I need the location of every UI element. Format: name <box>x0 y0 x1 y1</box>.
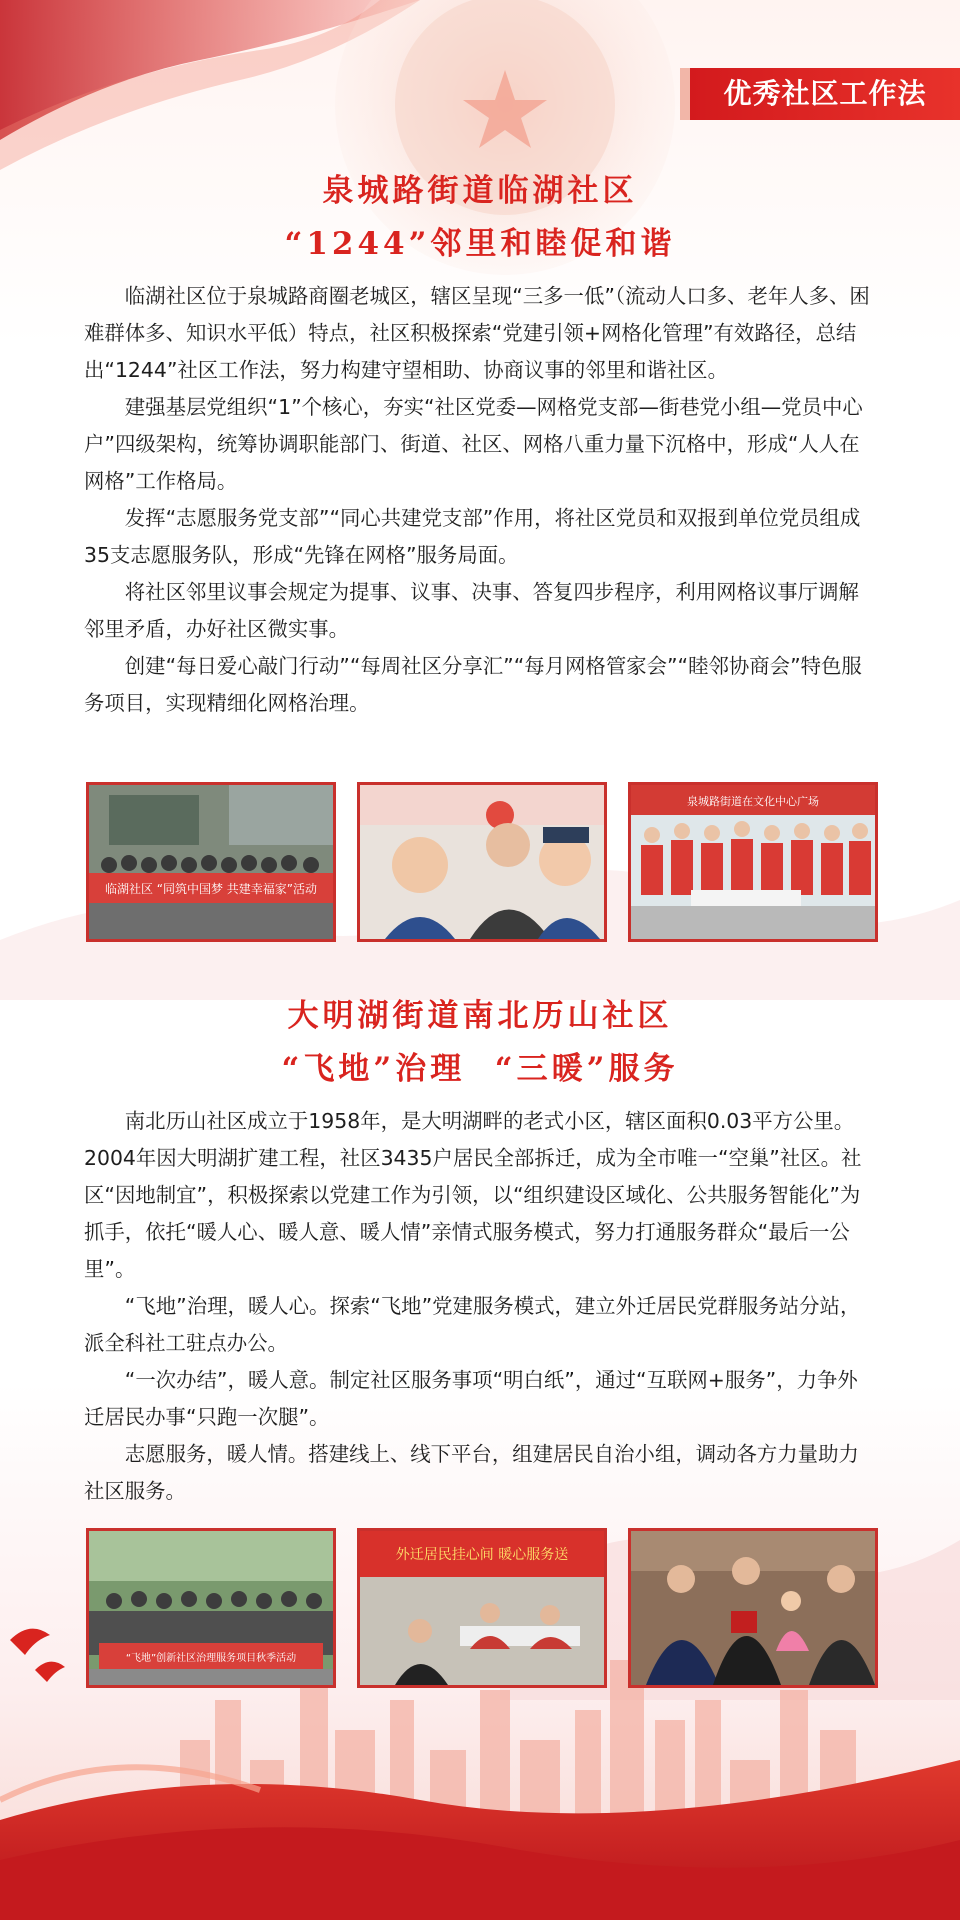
section2-paragraph: “一次办结”，暖人意。制定社区服务事项“明白纸”，通过“互联网+服务”，力争外迁居民办事“只跑一次腿”。 <box>84 1368 858 1429</box>
section1-paragraph: 建强基层党组织“1”个核心，夯实“社区党委—网格党支部—街巷党小组—党员中心户”四级架构，统筹协调职能部门、街道、社区、网格八重力量下沉格中，形成“人人在网格”工作格局。 <box>84 395 863 493</box>
section1-body <box>84 278 878 722</box>
section1-paragraph: 将社区邻里议事会规定为提事、议事、决事、答复四步程序，利用网格议事厅调解邻里矛盾，办好社区微实事。 <box>84 580 859 641</box>
category-tag: 优秀社区工作法 <box>690 68 960 120</box>
section1-paragraph: 发挥“志愿服务党支部”“同心共建党支部”作用，将社区党员和双报到单位党员组成35支志愿服务队，形成“先锋在网格”服务局面。 <box>84 506 861 567</box>
section2-paragraph: “飞地”治理，暖人心。探索“飞地”党建服务模式，建立外迁居民党群服务站分站，派全科社工驻点办公。 <box>84 1294 861 1355</box>
section2-paragraph: 南北历山社区成立于1958年，是大明湖畔的老式小区，辖区面积0.03平方公里。2004年因大明湖扩建工程，社区3435户居民全部拆迁，成为全市唯一“空巢”社区。社区“因地制宜”，积极探索以党建工作为引领，以“组织建设区域化、公共服务智能化”为抓手，依托“暖人心、暖人意、暖人情”亲情式服务模式，努力打通服务群众“最后一公里”。 <box>84 1109 862 1281</box>
section2-title-line2: “飞地”治理 “三暖”服务 <box>281 1051 679 1087</box>
section1-paragraph: 创建“每日爱心敲门行动”“每周社区分享汇”“每月网格管家会”“睦邻协商会”特色服务项目，实现精细化网格治理。 <box>84 654 862 715</box>
photo-banner-text: 临湖社区 “同筑中国梦 共建幸福家”活动 <box>104 882 318 896</box>
section1-photo-group-banner <box>86 782 336 942</box>
section1-photo-selfie <box>357 782 607 942</box>
section2-photo-service-desk <box>357 1528 607 1688</box>
section2-paragraph: 志愿服务，暖人情。搭建线上、线下平台，组建居民自治小组，调动各方力量助力社区服务。 <box>84 1442 859 1503</box>
photo-banner-text: 外迁居民挂心间 暖心服务送 <box>395 1547 569 1563</box>
section1-title-line2: “1244”邻里和睦促和谐 <box>284 226 676 262</box>
section1-paragraph: 临湖社区位于泉城路商圈老城区，辖区呈现“三多一低”（流动人口多、老年人多、困难群体多、知识水平低）特点，社区积极探索“党建引领+网格化管理”有效路径，总结出“1244”社区工作法，努力构建守望相助、协商议事的邻里和谐社区。 <box>84 284 870 382</box>
section1-photo-volunteers <box>628 782 878 942</box>
section2-title-line1: 大明湖街道南北历山社区 <box>287 998 673 1034</box>
section1-title-line1: 泉城路街道临湖社区 <box>322 173 638 209</box>
section2-photo-group-banner <box>86 1528 336 1688</box>
section2-photo-family-visit <box>628 1528 878 1688</box>
photo-banner-text: 泉城路街道在文化中心广场 <box>687 795 819 808</box>
photo-banner-text: “飞地”创新社区治理服务项目秋季活动 <box>125 1653 297 1664</box>
section2-body <box>84 1103 878 1510</box>
